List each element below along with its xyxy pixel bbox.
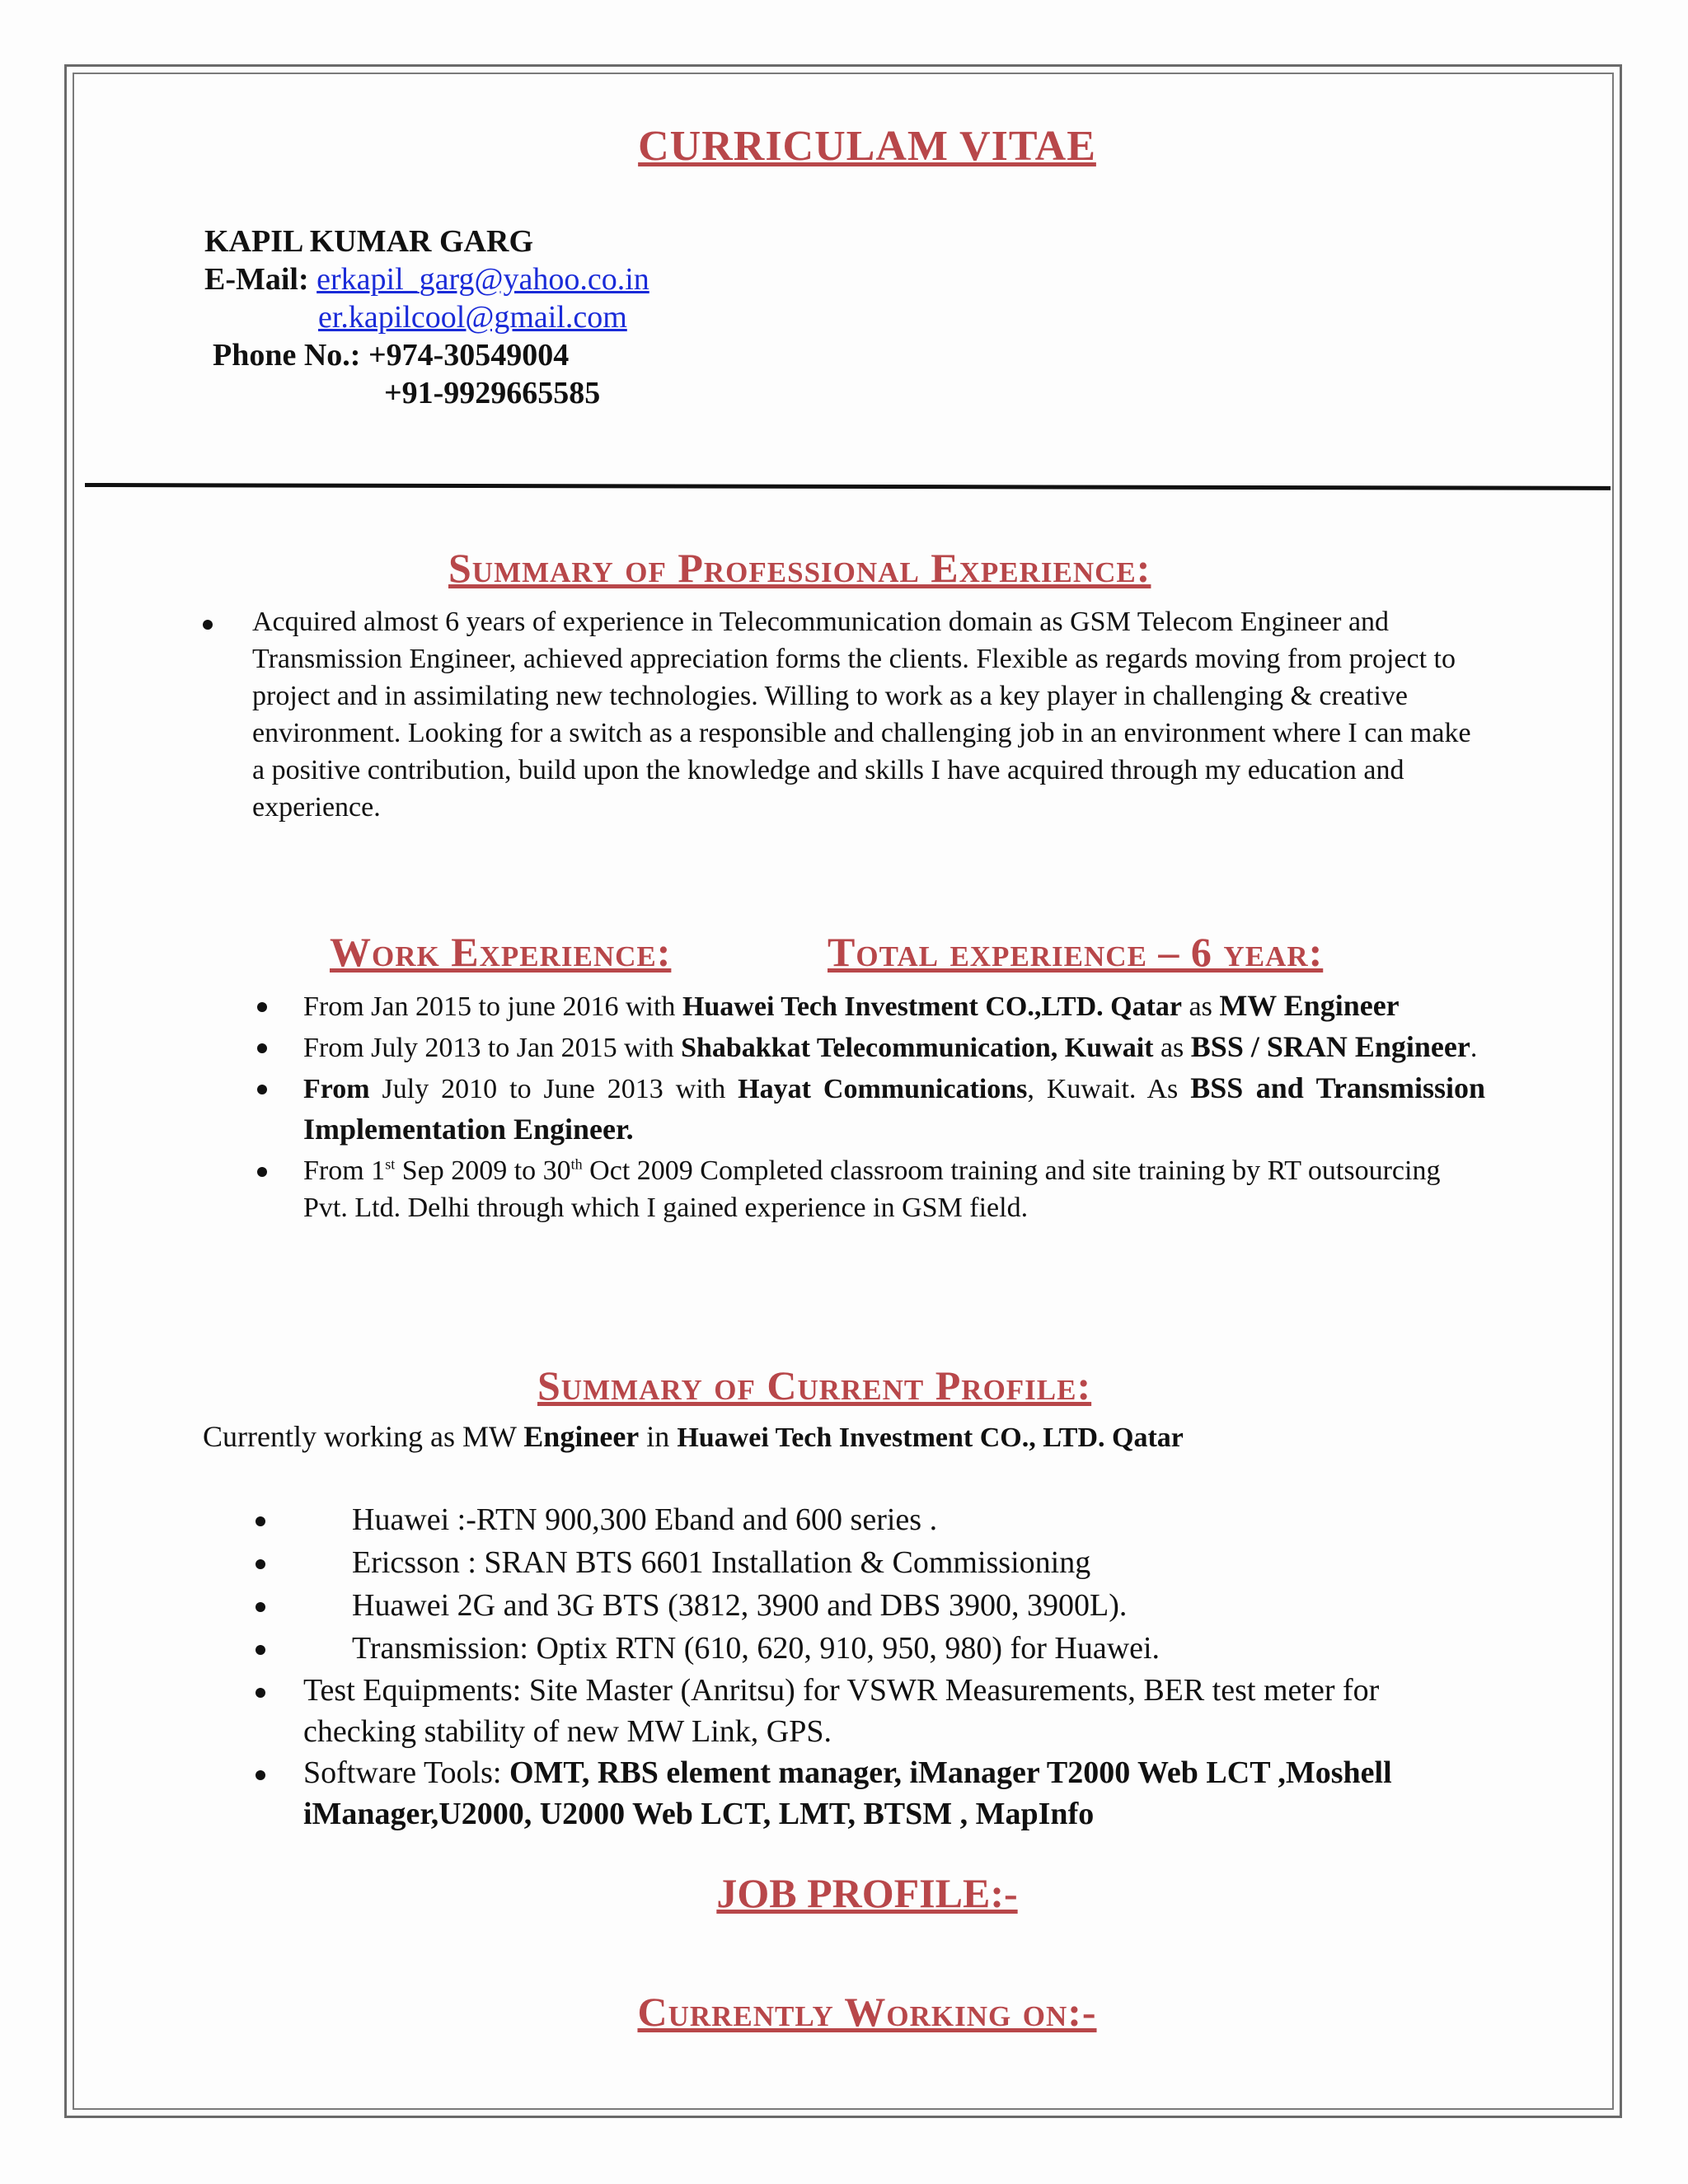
summary-text: Acquired almost 6 years of experience in Telecommunication domain as GSM Telecom Engineer and Transmission Engineer, achieved appreciation forms the clients. Flexible as regards moving from project to project and in assimilating new technologies. Willing to work as a key player in challenging & creative environment. Looking for a switch as a responsible and challenging job in an environment where I can make a positive contribution, build upon the knowledge and skills I have acquired through my education and experience. bbox=[252, 607, 1471, 823]
bullet-icon bbox=[256, 1770, 265, 1780]
work-item-text: From July 2013 to Jan 2015 with bbox=[303, 1033, 682, 1063]
bullet-icon bbox=[256, 1645, 265, 1655]
profile-item-text: Transmission: Optix RTN (610, 620, 910, 950, 980) for Huawei. bbox=[352, 1631, 1160, 1666]
phone-qatar: +974-30549004 bbox=[368, 338, 570, 373]
work-item-training bbox=[303, 1152, 1485, 1226]
company-name: Hayat Communications bbox=[738, 1074, 1028, 1104]
work-item-text: as bbox=[1153, 1033, 1191, 1063]
work-item-huawei bbox=[303, 986, 1485, 1027]
phone-label: Phone No.: bbox=[213, 338, 361, 373]
current-profile-list bbox=[0, 1498, 1566, 1835]
work-experience-heading: Work Experience: bbox=[330, 929, 672, 975]
work-experience-list bbox=[303, 986, 1485, 1226]
bullet-icon bbox=[256, 1516, 265, 1526]
profile-item-text: Ericsson : SRAN BTS 6601 Installation & Commissioning bbox=[352, 1545, 1091, 1580]
work-item-text: . bbox=[1470, 1033, 1478, 1063]
work-item-text: July 2010 to June 2013 with bbox=[369, 1074, 738, 1104]
contact-block bbox=[204, 223, 649, 412]
work-item-text: From bbox=[303, 1074, 370, 1104]
bullet-icon bbox=[203, 620, 213, 630]
job-profile-heading: JOB PROFILE:- bbox=[716, 1870, 1018, 1916]
profile-item bbox=[0, 1584, 1566, 1627]
current-profile-heading: Summary of Current Profile: bbox=[537, 1362, 1092, 1408]
current-profile-intro bbox=[203, 1419, 1184, 1454]
work-item-hayat bbox=[303, 1068, 1485, 1151]
bullet-icon bbox=[256, 1602, 265, 1612]
ordinal-suffix: th bbox=[570, 1155, 583, 1173]
company-name: Huawei Tech Investment CO.,LTD. Qatar bbox=[682, 991, 1182, 1022]
email-link-yahoo[interactable]: erkapil_garg@yahoo.co.in bbox=[316, 262, 649, 297]
intro-company: Huawei Tech Investment CO., LTD. Qatar bbox=[677, 1422, 1184, 1453]
role-title: BSS and Transmission Implementation Engineer. bbox=[303, 1071, 1485, 1146]
work-item-text: , Kuwait. As bbox=[1027, 1074, 1191, 1104]
work-item-text: From Jan 2015 to june 2016 with bbox=[303, 991, 682, 1022]
profile-item-software bbox=[0, 1752, 1474, 1835]
bullet-icon bbox=[256, 1688, 265, 1698]
company-name: Shabakkat Telecommunication, Kuwait bbox=[681, 1033, 1154, 1063]
total-experience-heading: Total experience – 6 year: bbox=[828, 929, 1324, 975]
ordinal-suffix: st bbox=[385, 1155, 396, 1173]
bullet-icon bbox=[257, 1085, 267, 1094]
profile-item bbox=[0, 1541, 1566, 1584]
intro-text: Currently working as MW bbox=[203, 1420, 524, 1453]
software-tools-list: OMT, RBS element manager, iManager T2000 Web LCT ,Moshell iManager,U2000, U2000 Web LCT, LMT, BTSM , MapInfo bbox=[303, 1755, 1392, 1831]
profile-item-test-equipment bbox=[0, 1670, 1474, 1752]
summary-heading: Summary of Professional Experience: bbox=[448, 545, 1151, 591]
work-item-shabakkat bbox=[303, 1027, 1485, 1068]
bullet-icon bbox=[256, 1559, 265, 1569]
profile-item-text: Software Tools: bbox=[303, 1755, 509, 1790]
role-title: BSS / SRAN Engineer bbox=[1190, 1030, 1470, 1063]
training-text: Oct 2009 Completed classroom training and site training by RT outsourcing Pvt. Ltd. Delhi through which I gained experience in GSM field. bbox=[303, 1155, 1441, 1223]
profile-item-text: Test Equipments: Site Master (Anritsu) for VSWR Measurements, BER test meter for checking stability of new MW Link, GPS. bbox=[303, 1673, 1380, 1749]
currently-working-heading: Currently Working on:- bbox=[637, 1989, 1097, 2035]
training-text: Sep 2009 to 30 bbox=[395, 1155, 571, 1186]
bullet-icon bbox=[257, 1002, 267, 1012]
email-label: E-Mail: bbox=[204, 262, 309, 297]
intro-role: Engineer bbox=[523, 1420, 640, 1453]
bullet-icon bbox=[257, 1167, 267, 1177]
intro-text: in bbox=[639, 1420, 678, 1453]
profile-item-text: Huawei :-RTN 900,300 Eband and 600 series . bbox=[352, 1502, 938, 1537]
phone-india: +91-9929665585 bbox=[384, 376, 601, 410]
document-title: CURRICULAM VITAE bbox=[638, 123, 1096, 170]
work-item-text: as bbox=[1182, 991, 1220, 1022]
profile-item-text: Huawei 2G and 3G BTS (3812, 3900 and DBS 3900, 3900L). bbox=[352, 1588, 1128, 1623]
training-text: From 1 bbox=[303, 1155, 386, 1186]
role-title: MW Engineer bbox=[1219, 989, 1400, 1022]
candidate-name: KAPIL KUMAR GARG bbox=[204, 224, 533, 259]
email-link-gmail[interactable]: er.kapilcool@gmail.com bbox=[318, 300, 627, 335]
bullet-icon bbox=[257, 1043, 267, 1053]
profile-item bbox=[0, 1498, 1566, 1541]
profile-item bbox=[0, 1627, 1566, 1670]
